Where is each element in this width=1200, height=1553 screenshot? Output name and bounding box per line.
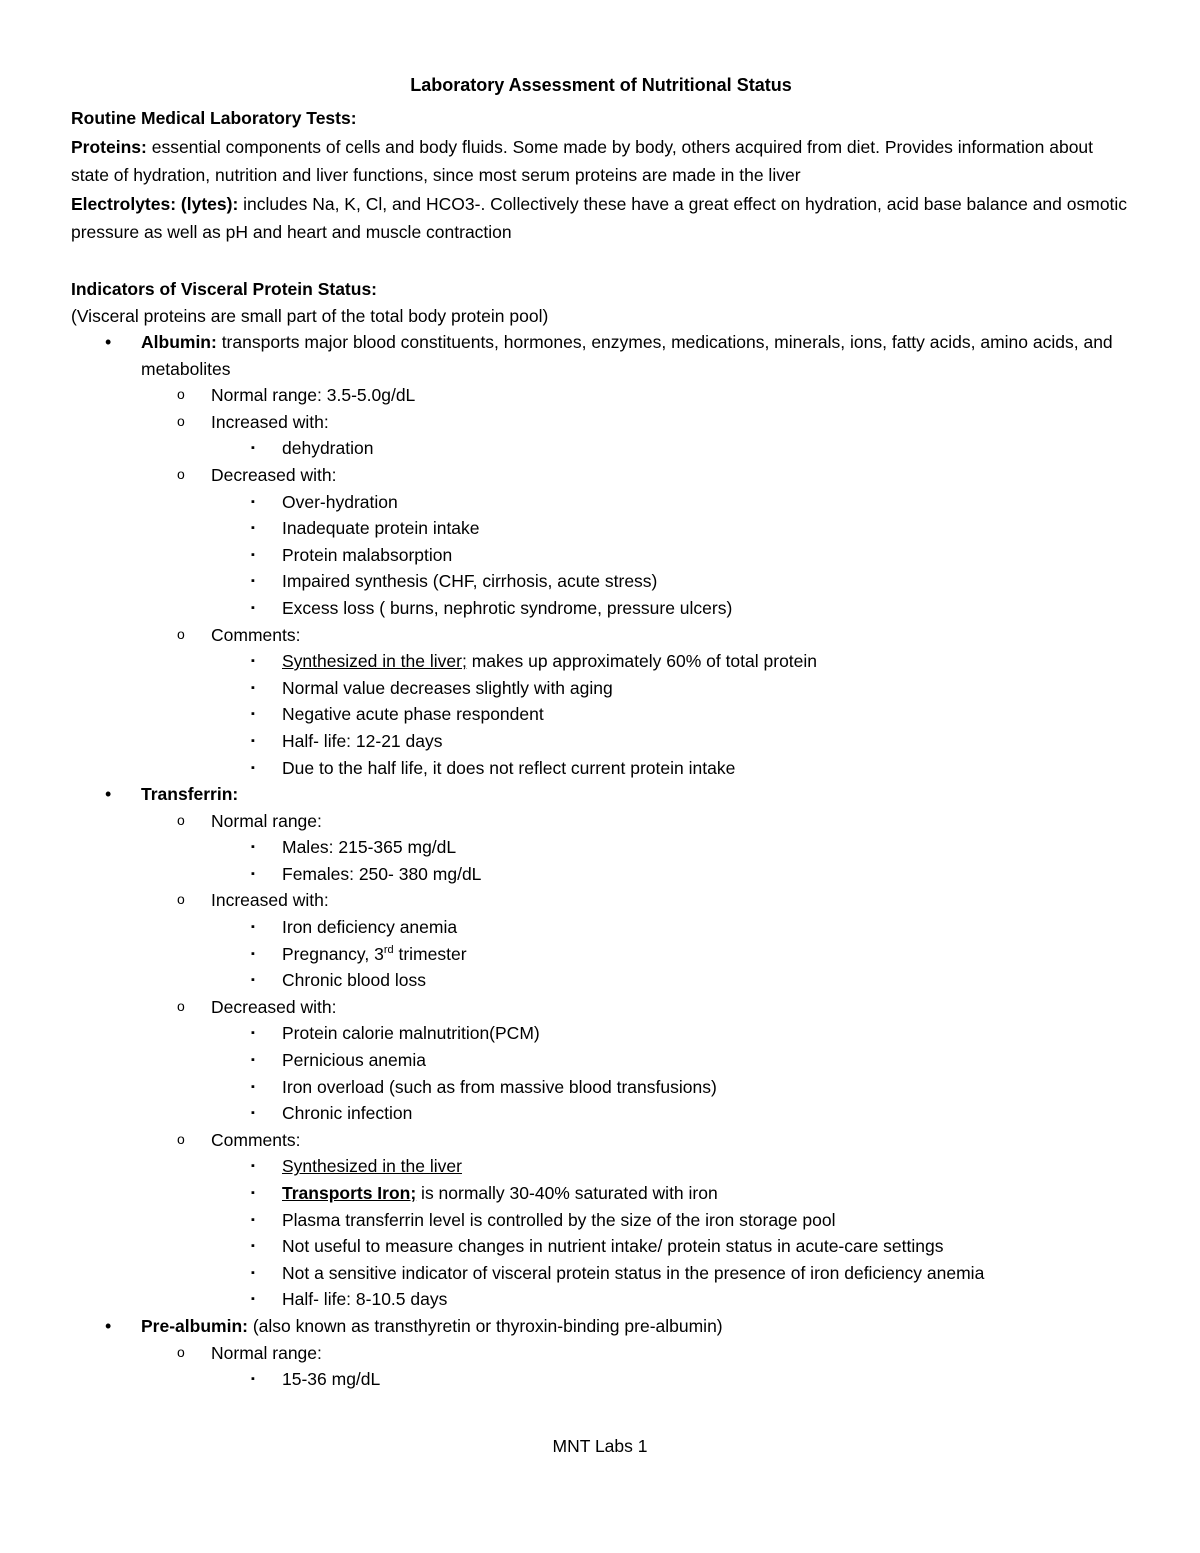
list-item xyxy=(211,1233,1131,1260)
circle-bullet-icon: o xyxy=(177,1343,185,1360)
list-item xyxy=(211,861,1131,888)
square-bullet-icon: ▪ xyxy=(251,495,255,508)
visceral-protein-list xyxy=(71,329,1131,1393)
list-item-text: Pregnancy, 3 xyxy=(282,943,384,964)
list-item xyxy=(141,808,1131,888)
circle-bullet-icon: o xyxy=(177,625,185,642)
list-item-text: Chronic infection xyxy=(282,1103,413,1124)
proteins-term: Proteins: xyxy=(71,136,147,157)
square-bullet-icon: ▪ xyxy=(251,1240,255,1253)
transferrin-comments-list xyxy=(211,1153,1131,1313)
circle-bullet-icon: o xyxy=(177,891,185,908)
albumin-decreased-list xyxy=(211,489,1131,622)
synthesized-liver-text: Synthesized in the liver; xyxy=(282,651,467,672)
list-item xyxy=(211,1180,1131,1207)
transports-iron-text: Transports Iron; xyxy=(282,1183,417,1203)
circle-bullet-icon: o xyxy=(177,386,185,403)
prealbumin-term: Pre-albumin: xyxy=(141,1315,248,1336)
list-item-text: Pernicious anemia xyxy=(282,1050,426,1071)
square-bullet-icon: ▪ xyxy=(251,655,255,668)
albumin-decreased-label: Decreased with: xyxy=(211,464,337,485)
bullet-icon: • xyxy=(105,1315,112,1336)
albumin-term: Albumin: xyxy=(141,332,217,352)
transferrin-sublist xyxy=(141,808,1131,1313)
list-item xyxy=(141,462,1131,622)
prealbumin-normal-list xyxy=(211,1366,1131,1393)
visceral-heading: Indicators of Visceral Protein Status: xyxy=(71,278,378,299)
transferrin-increased-list xyxy=(211,914,1131,994)
list-item xyxy=(211,1366,1131,1393)
list-item xyxy=(141,887,1131,993)
circle-bullet-icon: o xyxy=(177,465,185,482)
list-item-text: Negative acute phase respondent xyxy=(282,704,544,725)
transferrin-decreased-label: Decreased with: xyxy=(211,996,337,1017)
transferrin-normal-list xyxy=(211,834,1131,887)
proteins-paragraph xyxy=(71,133,1131,190)
square-bullet-icon: ▪ xyxy=(251,442,255,455)
list-item-text: Inadequate protein intake xyxy=(282,518,480,539)
prealbumin-text: (also known as transthyretin or thyroxin-binding pre-albumin) xyxy=(247,1315,723,1336)
electrolytes-paragraph xyxy=(71,190,1131,247)
bullet-icon: • xyxy=(105,784,112,805)
square-bullet-icon: ▪ xyxy=(251,1293,255,1306)
page-title: Laboratory Assessment of Nutritional Status xyxy=(410,75,792,95)
list-item-text: Protein malabsorption xyxy=(282,544,453,565)
list-item xyxy=(141,994,1131,1127)
list-item xyxy=(141,622,1131,782)
list-item xyxy=(211,728,1131,755)
list-item xyxy=(141,1127,1131,1313)
electrolytes-text: includes Na, K, Cl, and HCO3-. Collectively these have a great effect on hydration, acid base balance and osmotic pressure as well as pH and heart and muscle contraction xyxy=(71,193,1128,242)
list-item-text: Iron deficiency anemia xyxy=(282,917,458,938)
list-item xyxy=(141,1340,1131,1393)
list-item xyxy=(211,595,1131,622)
list-item xyxy=(211,515,1131,542)
list-item xyxy=(211,1047,1131,1074)
albumin-increased-list xyxy=(211,435,1131,462)
square-bullet-icon: ▪ xyxy=(251,522,255,535)
albumin-increased-label: Increased with: xyxy=(211,411,329,432)
square-bullet-icon: ▪ xyxy=(251,1054,255,1067)
square-bullet-icon: ▪ xyxy=(251,1213,255,1226)
list-item-albumin xyxy=(71,329,1131,781)
list-item xyxy=(211,489,1131,516)
list-item-text: trimester xyxy=(393,943,467,964)
square-bullet-icon: ▪ xyxy=(251,1187,255,1199)
square-bullet-icon: ▪ xyxy=(251,548,255,561)
square-bullet-icon: ▪ xyxy=(251,1027,255,1040)
list-item xyxy=(211,755,1131,782)
list-item-text: Not a sensitive indicator of visceral protein status in the presence of iron deficiency anemia xyxy=(282,1262,985,1283)
albumin-text: transports major blood constituents, hormones, enzymes, medications, minerals, ions, fatty acids, amino acids, and metabolites xyxy=(141,332,1113,379)
prealbumin-normal-label: Normal range: xyxy=(211,1342,322,1363)
square-bullet-icon: ▪ xyxy=(251,974,255,987)
albumin-comments-label: Comments: xyxy=(211,624,301,645)
albumin-normal-range: Normal range: 3.5-5.0g/dL xyxy=(211,385,416,406)
list-item-text: Iron overload (such as from massive blood transfusions) xyxy=(282,1076,717,1097)
square-bullet-icon: ▪ xyxy=(251,841,255,854)
list-item-text: makes up approximately 60% of total protein xyxy=(466,651,818,672)
square-bullet-icon: ▪ xyxy=(251,1080,255,1093)
list-item xyxy=(141,409,1131,462)
circle-bullet-icon: o xyxy=(177,811,185,828)
list-item-text: dehydration xyxy=(282,438,374,459)
list-item-text: Males: 215-365 mg/dL xyxy=(282,837,457,858)
transferrin-increased-label: Increased with: xyxy=(211,890,329,911)
list-item xyxy=(211,1286,1131,1313)
list-item-text: Half- life: 12-21 days xyxy=(282,730,443,751)
list-item xyxy=(211,675,1131,702)
square-bullet-icon: ▪ xyxy=(251,947,255,960)
square-bullet-icon: ▪ xyxy=(251,921,255,934)
square-bullet-icon: ▪ xyxy=(251,1160,255,1173)
circle-bullet-icon: o xyxy=(177,1130,185,1147)
list-item xyxy=(211,1260,1131,1287)
list-item-text: Chronic blood loss xyxy=(282,970,426,991)
square-bullet-icon: ▪ xyxy=(251,708,255,721)
list-item xyxy=(211,834,1131,861)
square-bullet-icon: ▪ xyxy=(251,1373,255,1386)
list-item-text: Females: 250- 380 mg/dL xyxy=(282,863,482,884)
page-footer: MNT Labs 1 xyxy=(552,1436,648,1456)
synthesized-liver-text: Synthesized in the liver xyxy=(282,1156,462,1177)
list-item-text: Not useful to measure changes in nutrient intake/ protein status in acute-care settings xyxy=(282,1236,944,1257)
list-item-text: Normal value decreases slightly with aging xyxy=(282,677,613,698)
ordinal-suffix: rd xyxy=(383,943,394,956)
list-item xyxy=(211,701,1131,728)
list-item-text: Plasma transferrin level is controlled by the size of the iron storage pool xyxy=(282,1209,836,1230)
square-bullet-icon: ▪ xyxy=(251,1107,255,1120)
list-item xyxy=(211,435,1131,462)
transferrin-decreased-list xyxy=(211,1020,1131,1126)
list-item-text: Excess loss ( burns, nephrotic syndrome, pressure ulcers) xyxy=(282,597,733,618)
electrolytes-term: Electrolytes: (lytes): xyxy=(71,193,239,214)
list-item-text: is normally 30-40% saturated with iron xyxy=(416,1183,718,1203)
routine-tests-heading: Routine Medical Laboratory Tests: xyxy=(71,108,357,128)
circle-bullet-icon: o xyxy=(177,412,185,429)
list-item-text: 15-36 mg/dL xyxy=(282,1369,381,1390)
list-item xyxy=(211,542,1131,569)
list-item-text: Over-hydration xyxy=(282,491,398,512)
circle-bullet-icon: o xyxy=(177,997,185,1014)
list-item xyxy=(211,1100,1131,1127)
list-item xyxy=(211,1020,1131,1047)
list-item xyxy=(211,1153,1131,1180)
square-bullet-icon: ▪ xyxy=(251,681,255,694)
square-bullet-icon: ▪ xyxy=(251,867,255,880)
list-item-text: Impaired synthesis (CHF, cirrhosis, acute stress) xyxy=(282,571,658,592)
transferrin-normal-label: Normal range: xyxy=(211,810,322,831)
list-item xyxy=(211,941,1131,968)
square-bullet-icon: ▪ xyxy=(251,575,255,588)
bullet-icon: • xyxy=(105,332,112,352)
square-bullet-icon: ▪ xyxy=(251,761,255,774)
albumin-comments-list xyxy=(211,648,1131,781)
document-page xyxy=(71,72,1131,1393)
transferrin-term: Transferrin: xyxy=(141,784,239,805)
list-item xyxy=(211,1074,1131,1101)
list-item xyxy=(211,914,1131,941)
list-item xyxy=(211,568,1131,595)
transferrin-comments-label: Comments: xyxy=(211,1129,301,1150)
list-item-prealbumin xyxy=(71,1313,1131,1393)
list-item xyxy=(211,967,1131,994)
list-item xyxy=(211,1207,1131,1234)
list-item-text: Protein calorie malnutrition(PCM) xyxy=(282,1023,540,1044)
proteins-text: essential components of cells and body fluids. Some made by body, others acquired from diet. Provides information about state of hydration, nutrition and liver functions, since most serum proteins are made in the liver xyxy=(71,136,1094,185)
list-item-text: Half- life: 8-10.5 days xyxy=(282,1289,448,1310)
square-bullet-icon: ▪ xyxy=(251,1266,255,1279)
list-item xyxy=(211,648,1131,675)
list-item xyxy=(141,382,1131,409)
visceral-subtitle: (Visceral proteins are small part of the total body protein pool) xyxy=(71,306,549,326)
list-item-transferrin xyxy=(71,781,1131,1313)
list-item-text: Due to the half life, it does not reflect current protein intake xyxy=(282,757,736,778)
square-bullet-icon: ▪ xyxy=(251,734,255,747)
prealbumin-sublist xyxy=(141,1340,1131,1393)
square-bullet-icon: ▪ xyxy=(251,601,255,614)
albumin-sublist xyxy=(141,382,1131,781)
